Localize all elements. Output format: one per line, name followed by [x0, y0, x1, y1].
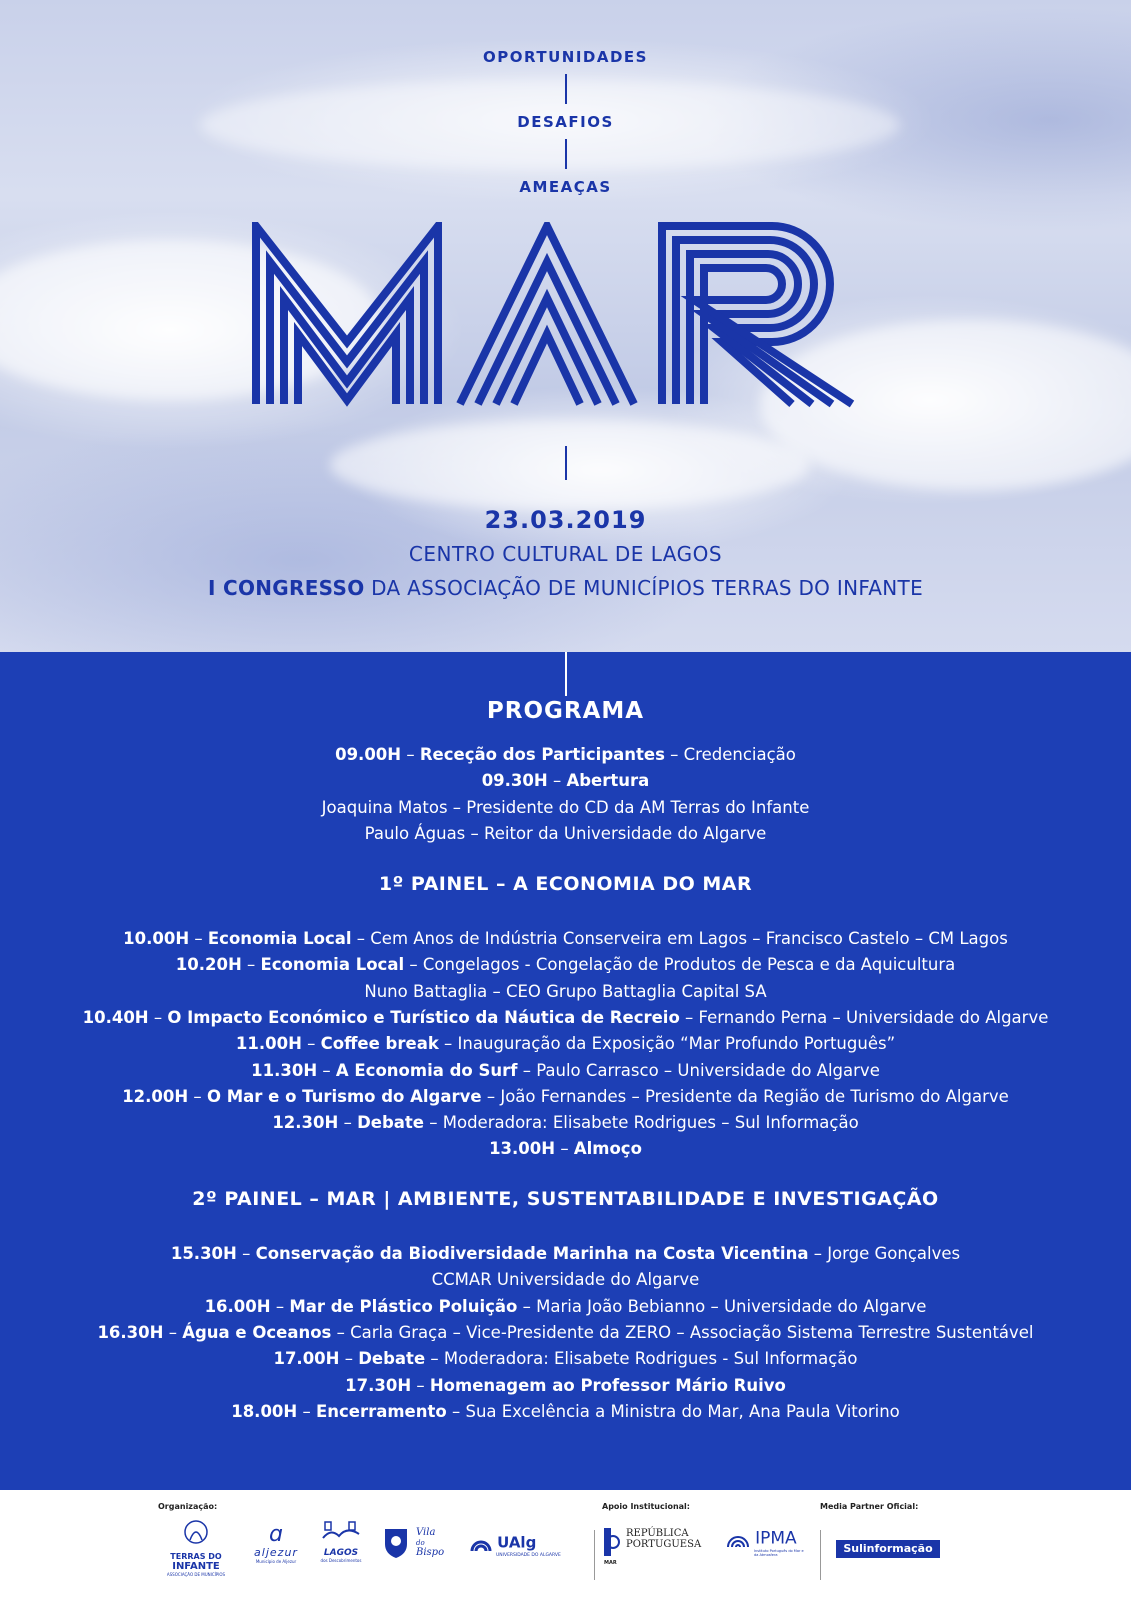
republica-portuguesa-icon [604, 1528, 622, 1556]
tag-oportunidades: OPORTUNIDADES [483, 48, 648, 66]
tag-desafios: DESAFIOS [517, 113, 614, 131]
program-time: 09.00H [335, 745, 402, 764]
aljezur-icon: ɑ [269, 1522, 283, 1547]
program-line [0, 798, 1131, 817]
panel-2-title: 2º PAINEL – MAR | AMBIENTE, SUSTENTABILIDADE E INVESTIGAÇÃO [192, 1188, 939, 1210]
program-session-title: Homenagem ao Professor Mário Ruivo [429, 1375, 786, 1395]
program-details: – Sua Excelência a Ministra do Mar, Ana Paula Vitorino [446, 1401, 900, 1421]
event-venue: CENTRO CULTURAL DE LAGOS [408, 542, 723, 566]
program-time: 16.00H [204, 1296, 271, 1316]
program-line [0, 1323, 1131, 1342]
program-details: – João Fernandes – Presidente da Região de Turismo do Algarve [481, 1086, 1009, 1106]
program-line [0, 1087, 1131, 1106]
lagos-logo [314, 1520, 368, 1563]
ualg-sub: UNIVERSIDADE DO ALGARVE [496, 1552, 561, 1558]
terras-do-infante-logo [156, 1520, 236, 1578]
program-details: Nuno Battaglia – CEO Grupo Battaglia Capital SA [364, 981, 767, 1001]
sul-informacao-logo: Sulinformação [836, 1540, 940, 1558]
vila-do-bispo-shield-icon [382, 1526, 410, 1560]
terras-line3: ASSOCIAÇÃO DE MUNICÍPIOS [166, 1572, 226, 1577]
lagos-sub: dos Descobrimentos [320, 1558, 362, 1563]
program-line [0, 1034, 1131, 1053]
sea-image-header [0, 0, 1131, 652]
program-session-title: Debate [357, 1113, 424, 1133]
event-date: 23.03.2019 [484, 506, 647, 534]
program-time: 10.40H [82, 1007, 149, 1027]
congress-title-bold: I CONGRESSO [207, 576, 365, 600]
terras-line2: INFANTE [172, 1561, 220, 1572]
mar-title-logo [252, 222, 878, 408]
program-sep: – [338, 1113, 358, 1133]
program-session-title: Coffee break [320, 1034, 439, 1054]
program-session-title: O Impacto Económico e Turístico da Náutica de Recreio [167, 1007, 680, 1027]
program-line [0, 1139, 1131, 1158]
program-time: 13.00H [489, 1139, 556, 1159]
program-line [0, 1061, 1131, 1080]
divider-line [565, 139, 567, 169]
program-session-title: Conservação da Biodiversidade Marinha na Costa Vicentina [255, 1244, 809, 1263]
program-details: – Cem Anos de Indústria Conserveira em Lagos – Francisco Castelo – CM Lagos [351, 929, 1008, 948]
program-details: CCMAR Universidade do Algarve [431, 1270, 700, 1290]
program-sep: – [401, 745, 420, 764]
program-line [0, 1376, 1131, 1395]
program-session-title: Mar de Plástico Poluição [289, 1296, 518, 1316]
program-line [0, 955, 1131, 974]
program-session-title: Receção dos Participantes [419, 745, 665, 764]
program-line [0, 1297, 1131, 1316]
portuguesa-text: PORTUGUESA [626, 1539, 702, 1550]
program-details: – Jorge Gonçalves [808, 1244, 961, 1263]
program-time: 11.30H [251, 1060, 318, 1080]
program-time: 16.30H [97, 1322, 164, 1342]
program-line [0, 929, 1131, 948]
ualg-icon [470, 1533, 492, 1553]
program-line [0, 1244, 1131, 1263]
vila-bispo-2: do [416, 1539, 425, 1547]
program-session-title: Economia Local [260, 955, 405, 975]
program-time: 11.00H [235, 1034, 302, 1054]
program-line [0, 824, 1131, 843]
ualg-text: UAlg [497, 1533, 537, 1552]
organizacao-label: Organização: [158, 1502, 218, 1511]
program-sep: – [301, 1034, 321, 1054]
program-line [0, 982, 1131, 1001]
program-details: – Fernando Perna – Universidade do Algarve [679, 1007, 1049, 1027]
panel-1-title: 1º PAINEL – A ECONOMIA DO MAR [378, 873, 753, 895]
program-sep: – [297, 1401, 316, 1421]
republica-mar-text: MAR [604, 1560, 617, 1566]
program-time: 12.30H [272, 1113, 339, 1133]
program-details: – Congelagos - Congelação de Produtos de Pesca e da Aquicultura [404, 955, 956, 975]
tag-ameacas: AMEAÇAS [519, 178, 612, 196]
aljezur-logo [246, 1524, 306, 1564]
program-line [0, 1270, 1131, 1289]
divider-line [565, 74, 567, 104]
program-details: Joaquina Matos – Presidente do CD da AM Terras do Infante [321, 797, 810, 817]
letter-a [460, 226, 634, 404]
congress-title-rest: DA ASSOCIAÇÃO DE MUNICÍPIOS TERRAS DO INFANTE [364, 576, 924, 600]
sponsors-footer [0, 1490, 1131, 1600]
program-sep: – [188, 1086, 207, 1106]
program-time: 09.30H [481, 771, 548, 791]
program-line [0, 1349, 1131, 1368]
program-time: 12.00H [122, 1086, 189, 1106]
program-line [0, 1113, 1131, 1132]
ualg-logo [470, 1532, 574, 1558]
program-sep: – [241, 955, 261, 975]
lagos-icon [319, 1520, 363, 1544]
program-session-title: Debate [358, 1349, 426, 1369]
letter-r [662, 226, 852, 404]
program-sep: – [339, 1349, 359, 1369]
program-time: 10.00H [123, 929, 190, 948]
footer-separator [820, 1530, 821, 1580]
program-details: – Moderadora: Elisabete Rodrigues – Sul Informação [424, 1113, 859, 1133]
program-line [0, 1402, 1131, 1421]
ipma-text: IPMA [755, 1528, 797, 1549]
program-sep: – [163, 1322, 183, 1342]
program-sep: – [270, 1296, 290, 1316]
divider-line [565, 652, 567, 696]
program-title: PROGRAMA [486, 698, 645, 724]
program-sep: – [555, 1139, 574, 1159]
program-session-title: Encerramento [315, 1401, 447, 1421]
vila-do-bispo-logo [382, 1526, 452, 1562]
program-sep: – [547, 771, 567, 791]
program-sep: – [236, 1244, 256, 1263]
program-sep: – [411, 1375, 430, 1395]
program-sep: – [148, 1007, 168, 1027]
program-line [0, 745, 1131, 764]
ipma-logo [726, 1528, 816, 1557]
terras-line1: TERRAS DO [170, 1552, 222, 1561]
letter-m [256, 226, 438, 404]
program-time: 18.00H [231, 1401, 298, 1421]
republica-text: REPÚBLICA [626, 1528, 689, 1539]
program-sep: – [317, 1060, 336, 1080]
program-details: – Carla Graça – Vice-Presidente da ZERO – Associação Sistema Terrestre Sustentável [331, 1322, 1034, 1342]
program-section [0, 652, 1131, 1490]
lagos-text: LAGOS [323, 1548, 359, 1558]
program-time: 10.20H [175, 955, 242, 975]
ipma-sub: Instituto Português do Mar e da Atmosfera [754, 1548, 804, 1557]
vila-bispo-3: Bispo [416, 1547, 445, 1558]
program-details: Paulo Águas – Reitor da Universidade do Algarve [364, 823, 767, 843]
vila-bispo-1: Vila [416, 1527, 436, 1538]
program-details: – Credenciação [664, 745, 796, 764]
program-time: 15.30H [170, 1244, 237, 1263]
program-details: – Maria João Bebianno – Universidade do Algarve [517, 1296, 927, 1316]
program-details: – Moderadora: Elisabete Rodrigues - Sul Informação [425, 1349, 858, 1369]
program-session-title: A Economia do Surf [335, 1060, 518, 1080]
program-time: 17.00H [273, 1349, 340, 1369]
ipma-icon [726, 1529, 750, 1549]
aljezur-text: aljezur [254, 1546, 298, 1559]
program-session-title: Água e Oceanos [182, 1322, 332, 1342]
program-sep: – [189, 929, 208, 948]
program-session-title: Almoço [573, 1139, 642, 1159]
terras-do-infante-icon [181, 1520, 211, 1548]
media-partner-label: Media Partner Oficial: [820, 1502, 919, 1511]
apoio-label: Apoio Institucional: [602, 1502, 690, 1511]
footer-separator [594, 1530, 595, 1580]
aljezur-sub: Município de Aljezur [255, 1559, 297, 1564]
congress-title [0, 576, 1131, 600]
program-line [0, 1008, 1131, 1027]
program-details: – Inauguração da Exposição “Mar Profundo Português” [438, 1034, 896, 1054]
divider-line [565, 446, 567, 480]
program-line [0, 771, 1131, 790]
program-session-title: O Mar e o Turismo do Algarve [206, 1086, 482, 1106]
program-session-title: Economia Local [207, 929, 352, 948]
program-details: – Paulo Carrasco – Universidade do Algarve [517, 1060, 880, 1080]
program-time: 17.30H [345, 1375, 412, 1395]
program-session-title: Abertura [566, 771, 650, 791]
